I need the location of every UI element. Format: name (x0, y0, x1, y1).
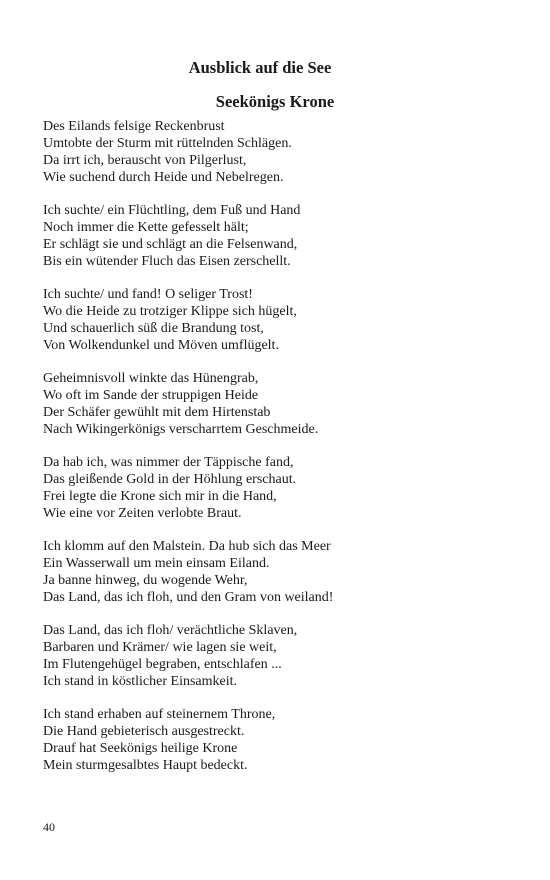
poem-line: Mein sturmgesalbtes Haupt bedeckt. (43, 758, 248, 773)
poem-line: Frei legte die Krone sich mir in die Hand, (43, 489, 277, 504)
poem-line: Wo oft im Sande der struppigen Heide (43, 388, 259, 403)
poem-line: Ich suchte/ ein Flüchtling, dem Fuß und Hand (43, 203, 301, 218)
poem-title: Seekönigs Krone (215, 92, 335, 111)
stanza-2 (43, 202, 523, 270)
poem-line: Ich stand in köstlicher Einsamkeit. (43, 674, 238, 689)
poem-line: Wie eine vor Zeiten verlobte Braut. (43, 506, 242, 521)
poem-line: Umtobte der Sturm mit rüttelnden Schlägen. (43, 136, 292, 151)
poem-line: Ja banne hinweg, du wogende Wehr, (43, 573, 248, 588)
poem-line: Wo die Heide zu trotziger Klippe sich hügelt, (43, 304, 297, 319)
poem-line: Da irrt ich, berauscht von Pilgerlust, (43, 153, 247, 168)
poem-line: Bis ein wütender Fluch das Eisen zerschellt. (43, 254, 291, 269)
poem-line: Da hab ich, was nimmer der Täppische fand, (43, 455, 294, 470)
poem-line: Das Land, das ich floh/ verächtliche Sklaven, (43, 623, 298, 638)
poem-line: Nach Wikingerkönigs verscharrtem Geschmeide. (43, 422, 319, 437)
poem-line: Geheimnisvoll winkte das Hünengrab, (43, 371, 259, 386)
stanza-4 (43, 370, 523, 438)
stanza-6 (43, 538, 523, 606)
poem-line: Noch immer die Kette gefesselt hält; (43, 220, 249, 235)
poem-line: Drauf hat Seekönigs heilige Krone (43, 741, 238, 756)
poem-line: Von Wolkendunkel und Möven umflügelt. (43, 338, 279, 353)
stanza-8 (43, 706, 523, 774)
poem-line: Er schlägt sie und schlägt an die Felsenwand, (43, 237, 298, 252)
poem-line: Das gleißende Gold in der Höhlung erschaut. (43, 472, 297, 487)
stanza-7 (43, 622, 523, 690)
poem-line: Ich suchte/ und fand! O seliger Trost! (43, 287, 253, 302)
poem-body (43, 118, 523, 774)
poem-line: Ich stand erhaben auf steinernem Throne, (43, 707, 276, 722)
poem-line: Der Schäfer gewühlt mit dem Hirtenstab (43, 405, 271, 420)
poem-line: Ein Wasserwall um mein einsam Eiland. (43, 556, 270, 571)
stanza-3 (43, 286, 523, 354)
stanza-5 (43, 454, 523, 522)
poem-line: Das Land, das ich floh, und den Gram von weiland! (43, 590, 334, 605)
stanza-1 (43, 118, 523, 186)
poem-line: Im Flutengehügel begraben, entschlafen ... (43, 657, 282, 672)
poem-line: Und schauerlich süß die Brandung tost, (43, 321, 264, 336)
section-title: Ausblick auf die See (188, 58, 332, 77)
poem-line: Ich klomm auf den Malstein. Da hub sich das Meer (43, 539, 331, 554)
poem-line: Des Eilands felsige Reckenbrust (43, 119, 225, 134)
poem-line: Barbaren und Krämer/ wie lagen sie weit, (43, 640, 277, 655)
page-number: 40 (43, 820, 55, 834)
poem-line: Die Hand gebieterisch ausgestreckt. (43, 724, 245, 739)
poem-line: Wie suchend durch Heide und Nebelregen. (43, 170, 284, 185)
